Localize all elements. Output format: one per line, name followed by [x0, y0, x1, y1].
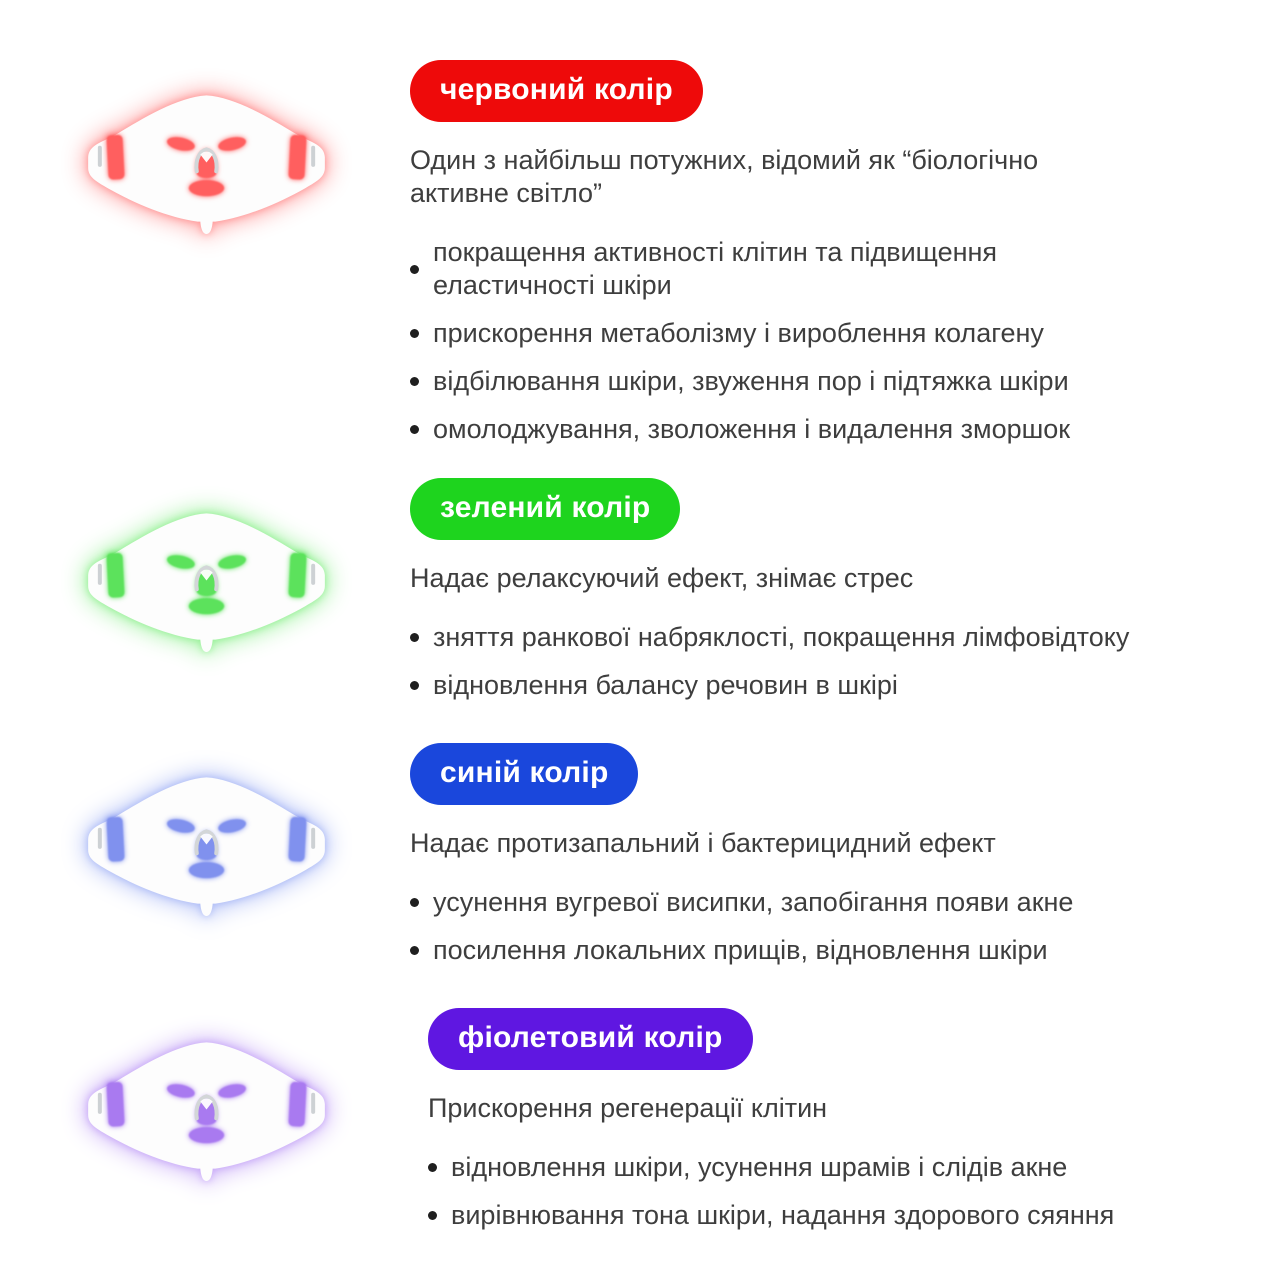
- section-description: Один з найбільш потужних, відомий як “біологічно активне світло”: [410, 145, 1039, 208]
- bullet-item: [410, 236, 1240, 302]
- bullet-dot: [410, 329, 419, 338]
- bullet-item: [410, 365, 1240, 398]
- bullet-list: [428, 1151, 1258, 1232]
- bullet-text: прискорення метаболізму і вироблення колагену: [433, 318, 1044, 348]
- color-badge-green: [410, 478, 680, 540]
- bullet-dot: [410, 898, 419, 907]
- badge-label: синій колір: [440, 756, 609, 789]
- bullet-dot: [410, 425, 419, 434]
- bullet-item: [410, 621, 1240, 654]
- led-face-mask-illustration: [74, 765, 339, 924]
- bullet-item: [428, 1199, 1258, 1232]
- bullet-list: [410, 236, 1240, 446]
- section-description: Надає протизапальний і бактерицидний ефект: [410, 828, 996, 858]
- bullet-text: покращення активності клітин та підвищення еластичності шкіри: [433, 237, 998, 300]
- bullet-item: [410, 934, 1240, 967]
- led-mask-red-icon: [74, 83, 339, 242]
- bullet-text: вирівнювання тона шкіри, надання здорового сяяння: [451, 1200, 1115, 1230]
- badge-label: червоний колір: [440, 73, 673, 106]
- bullet-dot: [410, 633, 419, 642]
- led-face-mask-illustration: [74, 1030, 339, 1189]
- bullet-list: [410, 886, 1240, 967]
- bullet-list: [410, 621, 1240, 702]
- bullet-dot: [410, 265, 419, 274]
- bullet-dot: [428, 1163, 437, 1172]
- section-green: [410, 478, 1240, 717]
- led-mask-blue-icon: [74, 765, 339, 924]
- section-blue: [410, 743, 1240, 982]
- color-badge-red: [410, 60, 703, 122]
- badge-label: зелений колір: [440, 491, 651, 524]
- bullet-dot: [410, 681, 419, 690]
- bullet-item: [428, 1151, 1258, 1184]
- section-description: Надає релаксуючий ефект, знімає стрес: [410, 563, 914, 593]
- bullet-item: [410, 886, 1240, 919]
- section-violet: [428, 1008, 1258, 1247]
- bullet-item: [410, 669, 1240, 702]
- led-face-mask-illustration: [74, 501, 339, 660]
- section-red: [410, 60, 1240, 461]
- bullet-text: зняття ранкової набряклості, покращення лімфовідтоку: [433, 622, 1130, 652]
- led-face-mask-illustration: [74, 83, 339, 242]
- led-mask-green-icon: [74, 501, 339, 660]
- bullet-item: [410, 317, 1240, 350]
- bullet-dot: [410, 946, 419, 955]
- bullet-text: відбілювання шкіри, звуження пор і підтяжка шкіри: [433, 366, 1069, 396]
- badge-label: фіолетовий колір: [458, 1021, 723, 1054]
- bullet-text: відновлення балансу речовин в шкірі: [433, 670, 898, 700]
- bullet-item: [410, 413, 1240, 446]
- color-badge-violet: [428, 1008, 753, 1070]
- bullet-text: відновлення шкіри, усунення шрамів і слідів акне: [451, 1152, 1068, 1182]
- bullet-text: посилення локальних прищів, відновлення шкіри: [433, 935, 1048, 965]
- bullet-dot: [428, 1211, 437, 1220]
- bullet-text: омолоджування, зволоження і видалення зморшок: [433, 414, 1071, 444]
- bullet-dot: [410, 377, 419, 386]
- bullet-text: усунення вугревої висипки, запобігання появи акне: [433, 887, 1074, 917]
- color-badge-blue: [410, 743, 638, 805]
- section-description: Прискорення регенерації клітин: [428, 1093, 828, 1123]
- led-mask-violet-icon: [74, 1030, 339, 1189]
